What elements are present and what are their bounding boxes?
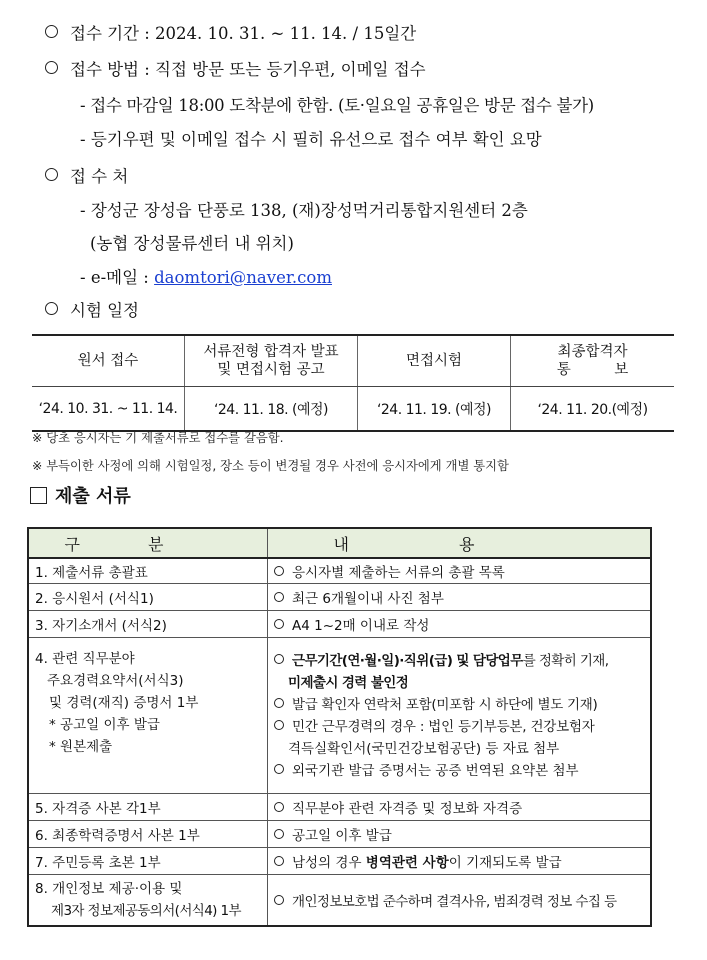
doc-name: 6. 최종학력증명서 사본 1부 bbox=[28, 820, 268, 847]
circle-bullet-icon bbox=[274, 592, 284, 602]
period-line: 접수 기간 : 2024. 10. 31. ~ 11. 14. / 15일간 bbox=[45, 23, 416, 45]
doc-content: 응시자별 제출하는 서류의 총괄 목록 bbox=[268, 558, 652, 583]
exam-title: 시험 일정 bbox=[45, 300, 139, 322]
schedule-value: ‘24. 11. 19. (예정) bbox=[358, 387, 511, 432]
doc-content: 공고일 이후 발급 bbox=[268, 820, 652, 847]
doc-content: 개인정보보호법 준수하며 결격사유, 범죄경력 정보 수집 등 bbox=[268, 874, 652, 926]
schedule-header-final: 최종합격자 통 보 bbox=[511, 335, 675, 387]
doc-name: 4. 관련 직무분야 주요경력요약서(서식3) 및 경력(재직) 증명서 1부 * 공고일 이후 발급 * 원본제출 bbox=[28, 637, 268, 793]
doc-name: 1. 제출서류 총괄표 bbox=[28, 558, 268, 583]
schedule-value: ‘24. 10. 31. ~ 11. 14. bbox=[32, 387, 185, 432]
method-note-2: - 등기우편 및 이메일 접수 시 필히 유선으로 접수 여부 확인 요망 bbox=[80, 130, 542, 149]
method-line: 접수 방법 : 직접 방문 또는 등기우편, 이메일 접수 bbox=[45, 59, 426, 81]
place-address: - 장성군 장성읍 단풍로 138, (재)장성먹거리통합지원센터 2층 bbox=[80, 201, 528, 220]
place-address-note: (농협 장성물류센터 내 위치) bbox=[90, 234, 294, 253]
square-bullet-icon bbox=[30, 487, 47, 504]
circle-bullet-icon bbox=[274, 764, 284, 774]
schedule-header-interview: 면접시험 bbox=[358, 335, 511, 387]
schedule-table bbox=[32, 334, 674, 432]
section-title: 제출 서류 bbox=[30, 482, 131, 508]
method-note-1: - 접수 마감일 18:00 도착분에 한함. (토·일요일 공휴일은 방문 접수 불가) bbox=[80, 96, 594, 115]
note-2: ※ 부득이한 사정에 의해 시험일정, 장소 등이 변경될 경우 사전에 응시자에게 개별 통지함 bbox=[32, 459, 509, 473]
schedule-header-doc-result: 서류전형 합격자 발표 및 면접시험 공고 bbox=[185, 335, 358, 387]
email-line: - e-메일 : daomtori@naver.com bbox=[80, 268, 332, 287]
doc-content: 최근 6개월이내 사진 첨부 bbox=[268, 583, 652, 610]
doc-name: 8. 개인정보 제공·이용 및 제3자 정보제공동의서(서식4) 1부 bbox=[28, 874, 268, 926]
circle-bullet-icon bbox=[274, 698, 284, 708]
schedule-value: ‘24. 11. 20.(예정) bbox=[511, 387, 675, 432]
doc-content: A4 1~2매 이내로 작성 bbox=[268, 610, 652, 637]
circle-bullet-icon bbox=[274, 566, 284, 576]
circle-bullet-icon bbox=[45, 61, 58, 74]
doc-name: 3. 자기소개서 (서식2) bbox=[28, 610, 268, 637]
docs-header-content: 내용 bbox=[268, 528, 652, 558]
circle-bullet-icon bbox=[45, 168, 58, 181]
documents-table bbox=[27, 527, 652, 927]
circle-bullet-icon bbox=[274, 802, 284, 812]
doc-name: 5. 자격증 사본 각1부 bbox=[28, 793, 268, 820]
doc-content: 남성의 경우 병역관련 사항이 기재되도록 발급 bbox=[268, 847, 652, 874]
doc-content: 직무분야 관련 자격증 및 정보화 자격증 bbox=[268, 793, 652, 820]
circle-bullet-icon bbox=[274, 654, 284, 664]
note-1: ※ 당초 응시자는 기 제출서류로 접수를 갈음함. bbox=[32, 431, 284, 445]
place-title: 접 수 처 bbox=[45, 166, 128, 188]
doc-content: 근무기간(연·월·일)·직위(급) 및 담당업무를 정확히 기재, 미제출시 경력 불인정 발급 확인자 연락처 포함(미포함 시 하단에 별도 기재) 민간 근무경력의 경우 : 법인 등기부등본, 건강보험자 격득실확인서(국민건강보험공단) 등 자료 첨부 외국기관 발급 증명서는 공증 번역된 요약본 첨부 bbox=[268, 637, 652, 793]
circle-bullet-icon bbox=[45, 302, 58, 315]
circle-bullet-icon bbox=[274, 720, 284, 730]
docs-header-category: 구분 bbox=[28, 528, 268, 558]
circle-bullet-icon bbox=[274, 895, 284, 905]
email-link[interactable]: daomtori@naver.com bbox=[154, 268, 332, 287]
circle-bullet-icon bbox=[274, 619, 284, 629]
doc-name: 2. 응시원서 (서식1) bbox=[28, 583, 268, 610]
schedule-header-apply: 원서 접수 bbox=[32, 335, 185, 387]
circle-bullet-icon bbox=[45, 25, 58, 38]
circle-bullet-icon bbox=[274, 829, 284, 839]
schedule-value: ‘24. 11. 18. (예정) bbox=[185, 387, 358, 432]
doc-name: 7. 주민등록 초본 1부 bbox=[28, 847, 268, 874]
circle-bullet-icon bbox=[274, 856, 284, 866]
